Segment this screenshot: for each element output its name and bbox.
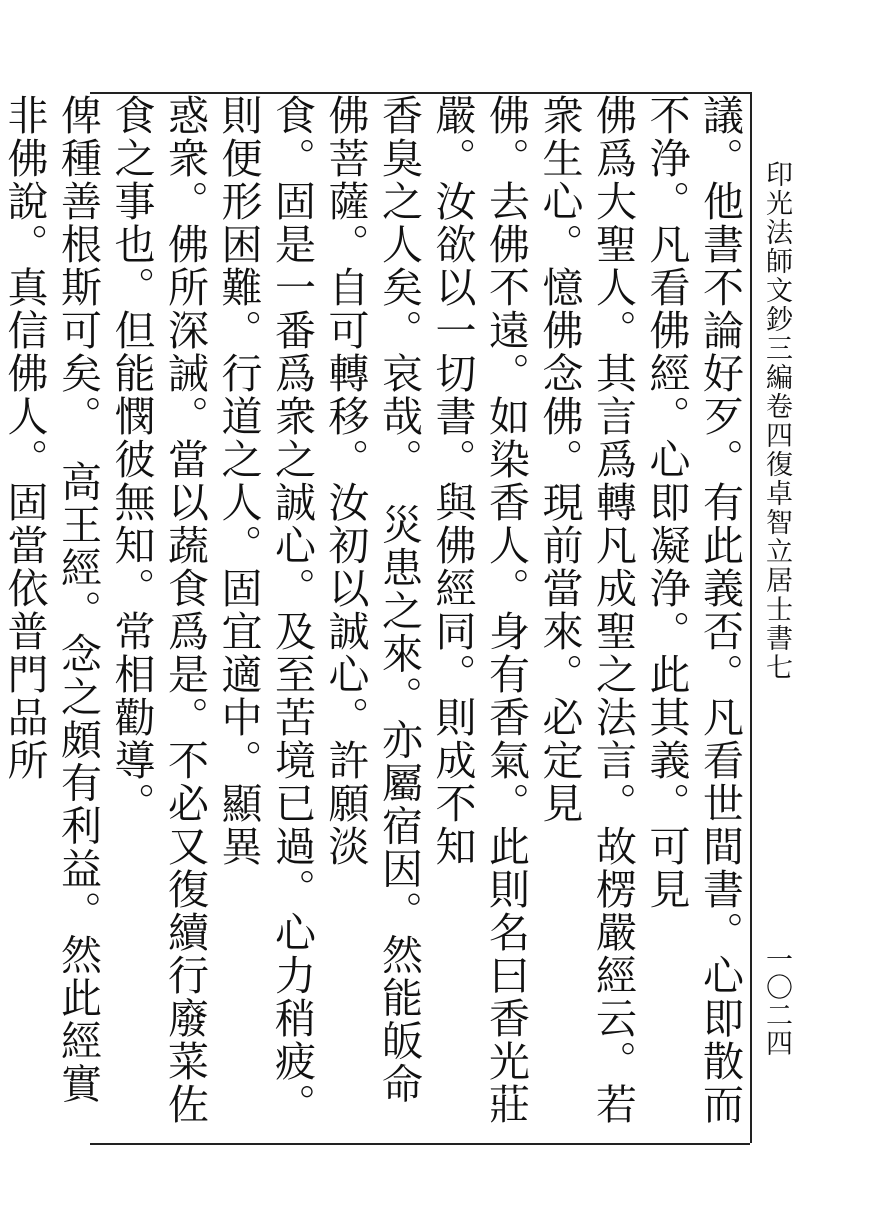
main-text-body: [0, 94, 746, 1134]
text-column: 佛爲大聖人。其言爲轉凡成聖之法言。故楞嚴經云。若衆生心。憶佛念佛。現前當來。必定見: [535, 94, 637, 1126]
text-column: 食。固是一番爲衆之誠心。及至苦境已過。心力稍疲。則便形困難。行道之人。固宜適中。顯異: [214, 94, 316, 1126]
page-frame-bottom-rule: [90, 1143, 750, 1145]
page-frame-margin-rule: [750, 92, 752, 1143]
page-number: 一〇二四: [761, 945, 792, 1057]
text-column: 議。他書不論好歹。有此義否。凡看世間書。心即散而不浄。凡看佛經。心即凝浄。此其義。可見: [642, 94, 744, 1126]
text-column: 惑衆。佛所深誡。當以蔬食爲是。不必又復續行廢菜佐食之事也。但能憫彼無知。常相勸導。: [107, 94, 209, 1126]
text-column: 佛。去佛不遠。如染香人。身有香氣。此則名曰香光莊嚴。汝欲以一切書。與佛經同。則成不知: [428, 94, 530, 1126]
text-column: 俾種善根斯可矣。 高王經。念之頗有利益。然此經實非佛說。真信佛人。固當依普門品所: [0, 94, 102, 1106]
book-title: 印光法師文鈔三編卷四: [761, 160, 792, 450]
text-column: 香臭之人矣。哀哉。 災患之來。亦屬宿因。然能皈命佛菩薩。自可轉移。汝初以誠心。許願淡: [321, 94, 423, 1106]
section-title: 復卓智立居士書七: [761, 450, 792, 682]
